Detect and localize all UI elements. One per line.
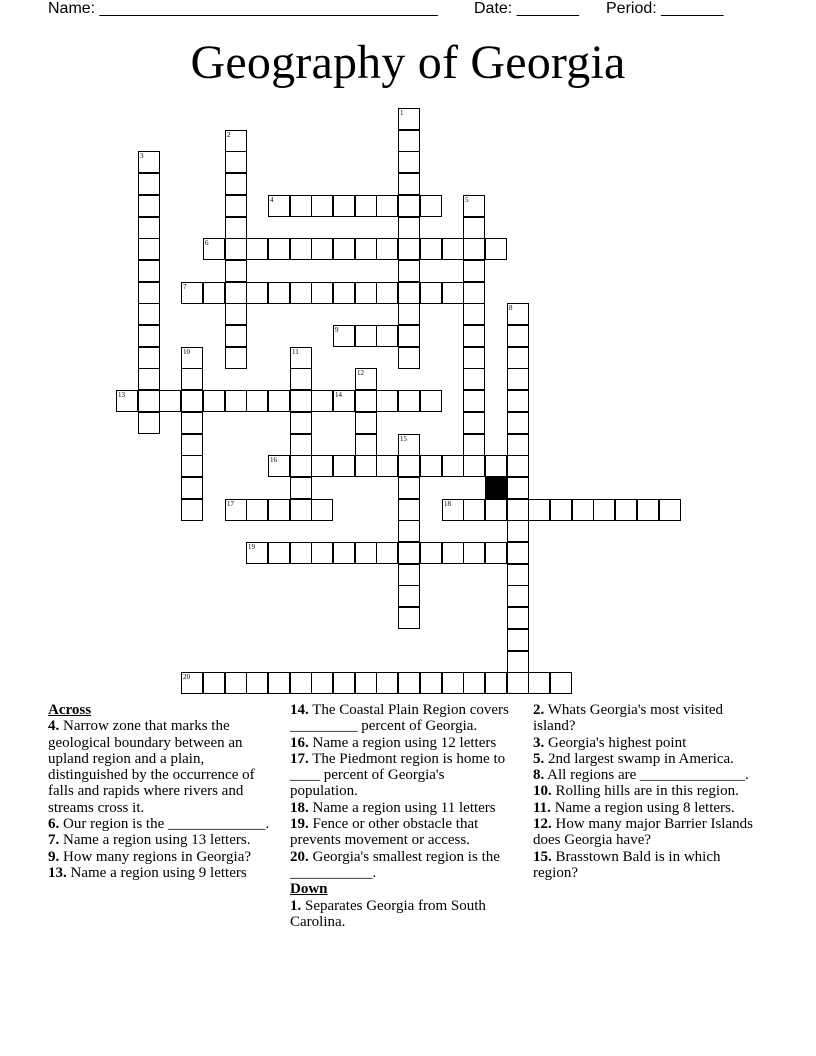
crossword-cell[interactable] [398, 607, 420, 629]
crossword-cell[interactable] [420, 672, 442, 694]
crossword-cell[interactable] [181, 455, 203, 477]
crossword-cell[interactable] [376, 282, 398, 304]
crossword-cell[interactable] [376, 390, 398, 412]
clue-number: 2 [227, 131, 231, 139]
crossword-cell[interactable] [507, 585, 529, 607]
crossword-cell[interactable] [311, 499, 333, 521]
crossword-cell[interactable] [507, 390, 529, 412]
clue-number: 14 [335, 391, 342, 399]
clue-number: 13 [118, 391, 125, 399]
crossword-cell[interactable] [398, 672, 420, 694]
crossword-cell[interactable] [355, 412, 377, 434]
crossword-cell[interactable] [463, 434, 485, 456]
crossword-cell[interactable] [355, 672, 377, 694]
crossword-cell[interactable] [246, 238, 268, 260]
clue-number: 8 [509, 304, 513, 312]
crossword-cell[interactable] [138, 173, 160, 195]
crossword-cell[interactable] [138, 282, 160, 304]
crossword-cell[interactable] [268, 672, 290, 694]
crossword-cell[interactable] [203, 282, 225, 304]
down-heading: Down [290, 881, 328, 898]
crossword-cell[interactable] [225, 173, 247, 195]
crossword-cell[interactable] [268, 282, 290, 304]
crossword-cell[interactable] [507, 499, 529, 521]
crossword-cell[interactable] [138, 347, 160, 369]
crossword-cell[interactable] [268, 195, 290, 217]
crossword-cell[interactable] [615, 499, 637, 521]
crossword-cell[interactable] [420, 238, 442, 260]
crossword-cell[interactable] [398, 108, 420, 130]
crossword-cell[interactable] [463, 368, 485, 390]
crossword-cell[interactable] [138, 260, 160, 282]
crossword-cell[interactable] [442, 499, 464, 521]
crossword-cell[interactable] [420, 195, 442, 217]
across-clue: 9. How many regions in Georgia? [48, 848, 252, 865]
down-clue: 3. Georgia's highest point [533, 734, 687, 751]
crossword-cell[interactable] [507, 325, 529, 347]
crossword-cell[interactable] [355, 434, 377, 456]
crossword-cell[interactable] [311, 542, 333, 564]
crossword-cell[interactable] [138, 238, 160, 260]
crossword-cell[interactable] [311, 195, 333, 217]
crossword-cell[interactable] [311, 455, 333, 477]
crossword-cell[interactable] [225, 282, 247, 304]
down-clue: 11. Name a region using 8 letters. [533, 799, 735, 816]
crossword-cell[interactable] [485, 455, 507, 477]
clue-number: 1 [400, 109, 404, 117]
crossword-cell[interactable] [507, 564, 529, 586]
period-field[interactable]: Period: _______ [606, 0, 724, 17]
name-field[interactable]: Name: ______________________________________ [48, 0, 438, 17]
crossword-cell[interactable] [311, 282, 333, 304]
crossword-cell[interactable] [398, 347, 420, 369]
crossword-cell[interactable] [398, 238, 420, 260]
crossword-cell[interactable] [181, 477, 203, 499]
crossword-cell[interactable] [225, 303, 247, 325]
crossword-cell[interactable] [268, 455, 290, 477]
crossword-cell[interactable] [442, 238, 464, 260]
crossword-cell[interactable] [442, 282, 464, 304]
crossword-cell[interactable] [333, 390, 355, 412]
crossword-cell[interactable] [225, 325, 247, 347]
crossword-cell[interactable] [138, 368, 160, 390]
crossword-cell[interactable] [398, 477, 420, 499]
crossword-cell[interactable] [398, 390, 420, 412]
crossword-cell[interactable] [116, 390, 138, 412]
crossword-cell[interactable] [376, 238, 398, 260]
crossword-cell[interactable] [181, 499, 203, 521]
across-clue: 7. Name a region using 13 letters. [48, 832, 251, 849]
crossword-cell[interactable] [225, 260, 247, 282]
crossword-cell[interactable] [463, 542, 485, 564]
crossword-cell[interactable] [507, 477, 529, 499]
crossword-cell[interactable] [138, 412, 160, 434]
clue-number: 20 [183, 673, 190, 681]
clue-number: 15 [400, 435, 407, 443]
crossword-cell[interactable] [246, 672, 268, 694]
clue-column-1 [48, 702, 274, 881]
clue-number: 18 [444, 500, 451, 508]
crossword-cell[interactable] [463, 303, 485, 325]
crossword-cell[interactable] [138, 303, 160, 325]
clue-number: 5 [465, 196, 469, 204]
down-clue: 15. Brasstown Bald is in which region? [533, 848, 721, 881]
clue-number: 11 [292, 348, 299, 356]
crossword-cell[interactable] [463, 217, 485, 239]
crossword-cell[interactable] [507, 347, 529, 369]
crossword-cell[interactable] [290, 672, 312, 694]
crossword-cell[interactable] [268, 238, 290, 260]
crossword-cell[interactable] [442, 542, 464, 564]
crossword-cell[interactable] [225, 195, 247, 217]
crossword-cell[interactable] [355, 455, 377, 477]
clue-column-2 [290, 702, 512, 930]
crossword-cell[interactable] [398, 434, 420, 456]
crossword-cell[interactable] [333, 195, 355, 217]
crossword-cell[interactable] [355, 542, 377, 564]
crossword-cell[interactable] [181, 347, 203, 369]
clue-number: 9 [335, 326, 339, 334]
across-clue: 6. Our region is the _____________. [48, 816, 270, 833]
crossword-cell[interactable] [138, 390, 160, 412]
crossword-cell[interactable] [420, 390, 442, 412]
crossword-cell[interactable] [507, 368, 529, 390]
crossword-cell[interactable] [355, 238, 377, 260]
crossword-cell[interactable] [528, 499, 550, 521]
crossword-cell[interactable] [463, 282, 485, 304]
down-clue: 1. Separates Georgia from South Carolina. [290, 897, 486, 930]
crossword-cell[interactable] [333, 282, 355, 304]
crossword-cell[interactable] [463, 499, 485, 521]
across-clue: 16. Name a region using 12 letters [290, 734, 497, 751]
clue-number: 12 [357, 369, 364, 377]
crossword-cell[interactable] [355, 282, 377, 304]
crossword-cell[interactable] [290, 542, 312, 564]
across-clue: 18. Name a region using 11 letters [290, 799, 496, 816]
down-clue: 5. 2nd largest swamp in America. [533, 750, 734, 767]
crossword-cell[interactable] [138, 325, 160, 347]
crossword-cell[interactable] [398, 542, 420, 564]
crossword-cell[interactable] [355, 368, 377, 390]
crossword-cell[interactable] [420, 455, 442, 477]
crossword-cell[interactable] [290, 347, 312, 369]
crossword-cell[interactable] [507, 542, 529, 564]
crossword-cell[interactable] [659, 499, 681, 521]
crossword-cell[interactable] [333, 455, 355, 477]
crossword-cell[interactable] [507, 303, 529, 325]
crossword-cell[interactable] [528, 672, 550, 694]
clue-number: 10 [183, 348, 190, 356]
crossword-cell[interactable] [225, 217, 247, 239]
crossword-cell[interactable] [637, 499, 659, 521]
crossword-cell[interactable] [138, 195, 160, 217]
crossword-cell[interactable] [398, 303, 420, 325]
crossword-cell[interactable] [572, 499, 594, 521]
crossword-cell[interactable] [593, 499, 615, 521]
crossword-cell[interactable] [246, 499, 268, 521]
crossword-cell[interactable] [290, 238, 312, 260]
clue-number: 3 [140, 152, 144, 160]
crossword-cell[interactable] [507, 434, 529, 456]
black-square [485, 477, 507, 499]
crossword-cell[interactable] [398, 151, 420, 173]
across-clue: 14. The Coastal Plain Region covers _________ percent of Georgia. [290, 702, 509, 735]
crossword-cell[interactable] [333, 542, 355, 564]
crossword-cell[interactable] [485, 672, 507, 694]
crossword-cell[interactable] [398, 325, 420, 347]
across-clue: 19. Fence or other obstacle that prevents movement or access. [290, 816, 479, 849]
date-field[interactable]: Date: _______ [474, 0, 579, 17]
crossword-cell[interactable] [355, 390, 377, 412]
clue-number: 19 [248, 543, 255, 551]
crossword-cell[interactable] [290, 195, 312, 217]
crossword-cell[interactable] [290, 455, 312, 477]
crossword-cell[interactable] [398, 585, 420, 607]
crossword-cell[interactable] [290, 390, 312, 412]
crossword-cell[interactable] [485, 238, 507, 260]
crossword-cell[interactable] [463, 390, 485, 412]
crossword-cell[interactable] [463, 455, 485, 477]
crossword-cell[interactable] [398, 173, 420, 195]
down-clue: 8. All regions are ______________. [533, 767, 749, 784]
crossword-cell[interactable] [181, 282, 203, 304]
crossword-cell[interactable] [246, 542, 268, 564]
crossword-cell[interactable] [203, 672, 225, 694]
crossword-cell[interactable] [376, 195, 398, 217]
crossword-cell[interactable] [159, 390, 181, 412]
crossword-cell[interactable] [550, 672, 572, 694]
across-clue: 20. Georgia's smallest region is the ___________. [290, 848, 500, 881]
crossword-cell[interactable] [225, 151, 247, 173]
across-clue: 17. The Piedmont region is home to ____ percent of Georgia's population. [290, 750, 506, 800]
crossword-cell[interactable] [507, 412, 529, 434]
crossword-cell[interactable] [463, 195, 485, 217]
crossword-cell[interactable] [420, 282, 442, 304]
crossword-cell[interactable] [507, 651, 529, 673]
down-clue: 2. Whats Georgia's most visited island? [533, 702, 724, 735]
crossword-cell[interactable] [550, 499, 572, 521]
crossword-cell[interactable] [398, 217, 420, 239]
crossword-cell[interactable] [290, 499, 312, 521]
crossword-cell[interactable] [203, 390, 225, 412]
crossword-cell[interactable] [225, 499, 247, 521]
clue-number: 17 [227, 500, 234, 508]
crossword-cell[interactable] [290, 368, 312, 390]
crossword-cell[interactable] [290, 477, 312, 499]
crossword-cell[interactable] [463, 347, 485, 369]
crossword-cell[interactable] [225, 347, 247, 369]
crossword-cell[interactable] [246, 282, 268, 304]
crossword-cell[interactable] [420, 542, 442, 564]
crossword-cell[interactable] [290, 412, 312, 434]
crossword-cell[interactable] [463, 672, 485, 694]
crossword-cell[interactable] [398, 195, 420, 217]
across-clue: 13. Name a region using 9 letters [48, 864, 247, 881]
crossword-cell[interactable] [463, 412, 485, 434]
across-clue: 4. Narrow zone that marks the geological boundary between an upland region and a plain, distinguished by the occurrence of falls and rapids where rivers and streams cross it. [48, 718, 255, 816]
crossword-cell[interactable] [311, 238, 333, 260]
crossword-cell[interactable] [376, 542, 398, 564]
crossword-cell[interactable] [376, 672, 398, 694]
crossword-cell[interactable] [398, 455, 420, 477]
clue-number: 16 [270, 456, 277, 464]
crossword-cell[interactable] [225, 130, 247, 152]
crossword-cell[interactable] [268, 499, 290, 521]
crossword-cell[interactable] [398, 564, 420, 586]
crossword-cell[interactable] [398, 130, 420, 152]
crossword-cell[interactable] [376, 455, 398, 477]
crossword-cell[interactable] [203, 238, 225, 260]
crossword-cell[interactable] [181, 434, 203, 456]
crossword-cell[interactable] [507, 629, 529, 651]
crossword-cell[interactable] [507, 455, 529, 477]
crossword-cell[interactable] [290, 434, 312, 456]
down-clue: 10. Rolling hills are in this region. [533, 783, 739, 800]
crossword-cell[interactable] [398, 260, 420, 282]
crossword-cell[interactable] [398, 520, 420, 542]
across-heading: Across [48, 702, 92, 718]
crossword-cell[interactable] [333, 238, 355, 260]
crossword-cell[interactable] [225, 390, 247, 412]
crossword-cell[interactable] [398, 282, 420, 304]
crossword-cell[interactable] [311, 672, 333, 694]
crossword-cell[interactable] [485, 499, 507, 521]
crossword-cell[interactable] [333, 325, 355, 347]
crossword-cell[interactable] [442, 455, 464, 477]
crossword-cell[interactable] [507, 607, 529, 629]
crossword-cell[interactable] [463, 260, 485, 282]
crossword-cell[interactable] [355, 325, 377, 347]
crossword-cell[interactable] [507, 520, 529, 542]
crossword-cell[interactable] [225, 672, 247, 694]
crossword-cell[interactable] [398, 499, 420, 521]
crossword-cell[interactable] [290, 282, 312, 304]
crossword-cell[interactable] [442, 672, 464, 694]
crossword-cell[interactable] [181, 368, 203, 390]
crossword-cell[interactable] [181, 412, 203, 434]
clue-number: 4 [270, 196, 274, 204]
crossword-cell[interactable] [355, 195, 377, 217]
clue-number: 6 [205, 239, 209, 247]
clue-column-3 [533, 702, 761, 881]
crossword-cell[interactable] [268, 542, 290, 564]
crossword-cell[interactable] [311, 390, 333, 412]
crossword-cell[interactable] [507, 672, 529, 694]
crossword-cell[interactable] [138, 217, 160, 239]
crossword-cell[interactable] [485, 542, 507, 564]
crossword-cell[interactable] [376, 325, 398, 347]
crossword-cell[interactable] [333, 672, 355, 694]
crossword-cell[interactable] [225, 238, 247, 260]
down-clue: 12. How many major Barrier Islands does Georgia have? [533, 816, 753, 849]
crossword-cell[interactable] [463, 325, 485, 347]
crossword-cell[interactable] [463, 238, 485, 260]
crossword-cell[interactable] [181, 390, 203, 412]
page-title: Geography of Georgia [190, 36, 626, 89]
crossword-cell[interactable] [138, 151, 160, 173]
crossword-cell[interactable] [246, 390, 268, 412]
crossword-cell[interactable] [268, 390, 290, 412]
clue-number: 7 [183, 283, 187, 291]
crossword-cell[interactable] [181, 672, 203, 694]
